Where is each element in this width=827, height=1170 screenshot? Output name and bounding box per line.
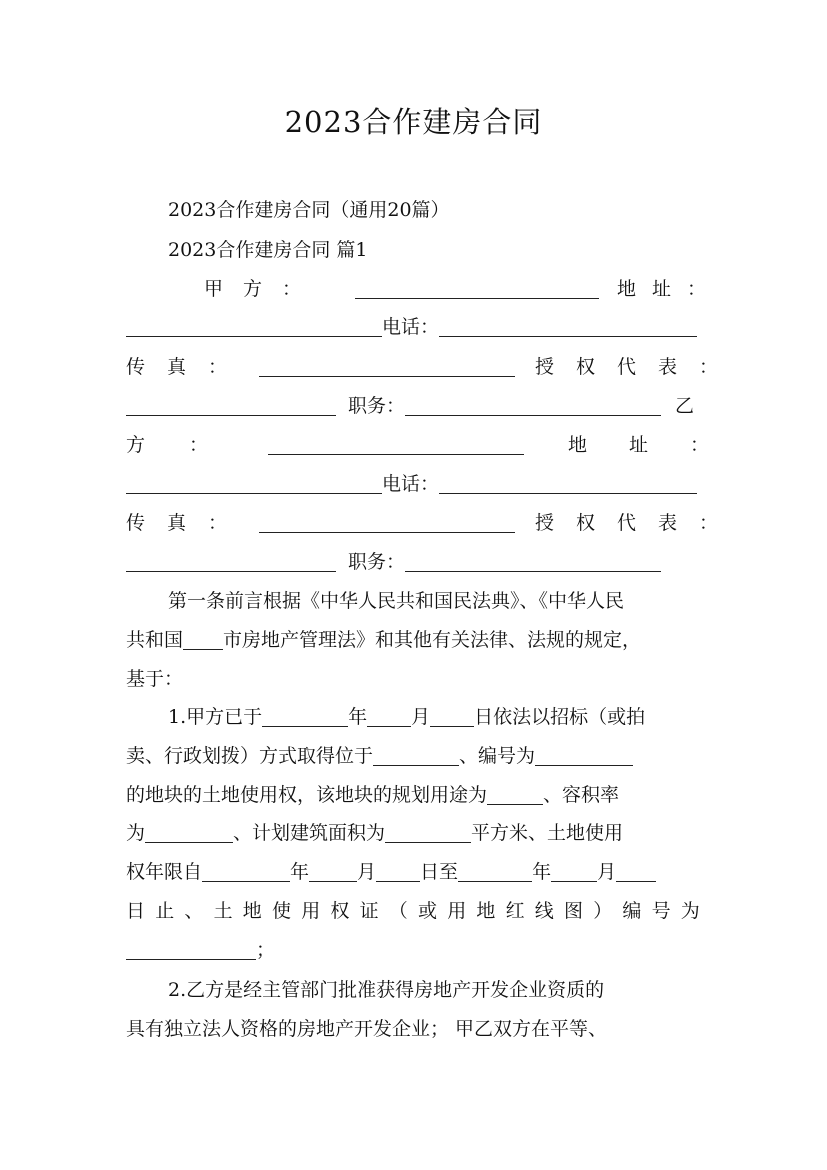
- item1-text: 为: [126, 822, 146, 844]
- item1-text: 的地块的土地使用权，该地块的规划用途为: [126, 784, 488, 806]
- item1-text: 卖、行政划拨）方式取得位于: [126, 745, 374, 767]
- planned-use-blank: [487, 780, 543, 805]
- party-a-blank: [355, 274, 599, 299]
- building-area-blank: [385, 818, 471, 843]
- end-year-blank: [458, 857, 532, 882]
- party-b-phone-row: [126, 465, 702, 503]
- item1-text: ；: [256, 939, 276, 961]
- item1-line6: 日止、土地使用权证（或用地红线图）编号为: [126, 900, 711, 922]
- start-month-blank: [309, 857, 357, 882]
- city-blank: [183, 625, 223, 650]
- acquire-year-blank: [262, 702, 348, 727]
- year-label: 年: [290, 861, 310, 883]
- party-a-row: [204, 270, 723, 308]
- article1-line2: [126, 621, 702, 659]
- party-b-blank: [268, 430, 524, 455]
- fax-label: 传真：: [126, 356, 250, 378]
- party-b-label-start: 乙: [675, 395, 695, 417]
- parcel-number-blank: [535, 741, 633, 766]
- party-b-rep-blank: [126, 547, 336, 572]
- item1-text: 平方米、土地使用: [471, 822, 624, 844]
- article1-line1: 第一条前言根据《中华人民共和国民法典》、《中华人民: [168, 590, 625, 612]
- party-b-fax-label: 传真：: [126, 512, 250, 534]
- item2-line1: 2.乙方是经主管部门批准获得房地产开发企业资质的: [168, 979, 605, 1001]
- part-title: 2023合作建房合同 篇1: [168, 239, 368, 261]
- item1-text: 日至: [420, 861, 459, 883]
- article1-text: 市房地产管理法》和其他有关法律、法规的规定，: [223, 629, 642, 651]
- collection-title: 2023合作建房合同（通用20篇）: [168, 199, 450, 221]
- item2-line2: 具有独立法人资格的房地产开发企业； 甲乙双方在平等、: [126, 1018, 608, 1040]
- position-label: 职务：: [348, 395, 406, 417]
- party-a-address-blank: [126, 312, 382, 337]
- acquire-month-blank: [367, 702, 411, 727]
- article1-text: 共和国: [126, 629, 184, 651]
- item1-line4: [126, 814, 702, 852]
- authorized-rep-label: 授权代表：: [535, 356, 741, 378]
- month-label: 月: [597, 861, 617, 883]
- party-a-label: 甲方：: [204, 278, 322, 300]
- party-a-position-row: [126, 387, 702, 425]
- party-b-fax-blank: [259, 508, 515, 533]
- item1-text: 、计划建筑面积为: [233, 822, 386, 844]
- party-b-address-label: 地址：: [568, 434, 752, 456]
- item1-text: 权年限自: [126, 861, 203, 883]
- phone-label: 电话：: [382, 316, 440, 338]
- party-b-position-row: [126, 543, 702, 581]
- address-label: 地址：: [617, 278, 723, 300]
- acquire-day-blank: [430, 702, 474, 727]
- land-cert-blank: [126, 935, 256, 960]
- party-b-authorized-rep-label: 授权代表：: [535, 512, 741, 534]
- item1-line2: [126, 737, 702, 775]
- party-b-position-blank: [405, 547, 661, 572]
- start-day-blank: [376, 857, 420, 882]
- party-b-position-label: 职务：: [348, 551, 406, 573]
- month-label: 月: [411, 706, 431, 728]
- party-b-row: [126, 426, 752, 464]
- party-b-address-blank: [126, 469, 382, 494]
- item1-text: 1.甲方已于: [168, 706, 263, 728]
- party-b-phone-label: 电话：: [382, 473, 440, 495]
- item1-text: 、编号为: [459, 745, 536, 767]
- party-a-fax-blank: [259, 352, 515, 377]
- party-a-rep-blank: [126, 391, 336, 416]
- year-label: 年: [532, 861, 552, 883]
- month-label: 月: [357, 861, 377, 883]
- party-b-fax-row: [126, 504, 741, 542]
- party-a-fax-row: [126, 348, 741, 386]
- item1-text: 日依法以招标（或拍: [474, 706, 646, 728]
- party-a-phone-blank: [439, 312, 697, 337]
- year-label: 年: [348, 706, 368, 728]
- document-title: 2023合作建房合同: [284, 105, 543, 139]
- party-a-position-blank: [405, 391, 661, 416]
- start-year-blank: [202, 857, 290, 882]
- item1-line7: [126, 931, 702, 969]
- item1-text: 、容积率: [543, 784, 620, 806]
- party-a-phone-row: [126, 308, 702, 346]
- item1-line5: [126, 853, 702, 891]
- article1-line3: 基于：: [126, 668, 184, 690]
- party-b-phone-blank: [439, 469, 697, 494]
- party-b-label-end: 方：: [126, 434, 253, 456]
- end-day-blank: [616, 857, 656, 882]
- location-blank: [373, 741, 459, 766]
- plot-ratio-blank: [145, 818, 233, 843]
- end-month-blank: [551, 857, 597, 882]
- item1-line1: [168, 698, 702, 736]
- item1-line3: [126, 776, 702, 814]
